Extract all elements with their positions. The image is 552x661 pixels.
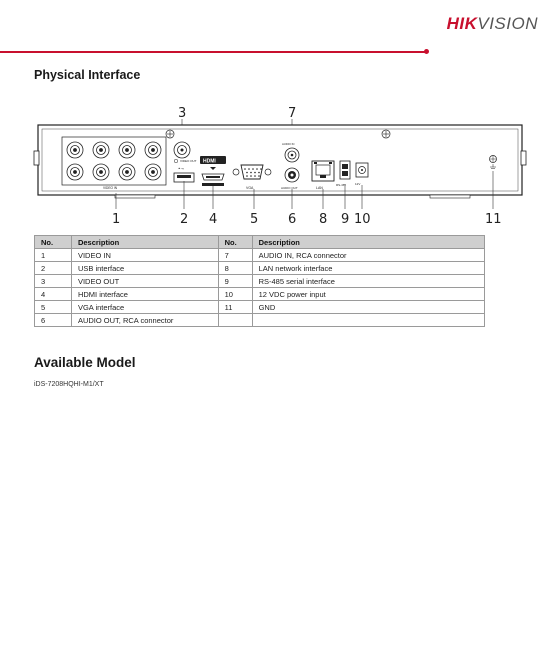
audio-in-label: AUDIO IN — [282, 142, 295, 146]
header-no-2: No. — [218, 236, 252, 249]
table-cell: GND — [252, 301, 484, 314]
table-cell: 12 VDC power input — [252, 288, 484, 301]
table-row — [35, 262, 485, 275]
screw-icon — [166, 130, 174, 138]
table-cell: 10 — [218, 288, 252, 301]
table-cell: AUDIO IN, RCA connector — [252, 249, 484, 262]
logo-main: HIK — [446, 14, 478, 33]
table-cell — [218, 314, 252, 327]
callout-5: 5 — [250, 212, 259, 227]
table-row — [35, 275, 485, 288]
callout-4: 4 — [209, 212, 218, 227]
rs485-label: RS-485 — [336, 183, 347, 187]
screw-icon — [382, 130, 390, 138]
table-cell: 3 — [35, 275, 72, 288]
header-description-2: Description — [252, 236, 484, 249]
interface-table — [34, 235, 485, 327]
logo-rest: VISION — [477, 14, 538, 33]
table-cell: HDMI interface — [71, 288, 218, 301]
table-row — [35, 301, 485, 314]
table-cell — [252, 314, 484, 327]
table-cell: VIDEO OUT — [71, 275, 218, 288]
table-cell: 8 — [218, 262, 252, 275]
table-cell: 4 — [35, 288, 72, 301]
table-cell: 7 — [218, 249, 252, 262]
hdmi-logo: HDMI — [203, 158, 216, 165]
callout-3: 3 — [178, 106, 187, 121]
callout-10: 10 — [354, 212, 371, 227]
callout-11: 11 — [485, 212, 502, 227]
physical-interface-title: Physical Interface — [34, 68, 141, 82]
table-cell: 6 — [35, 314, 72, 327]
table-cell: 11 — [218, 301, 252, 314]
audio-out-label: AUDIO OUT — [281, 186, 298, 190]
video-out-label: VIDEO OUT — [180, 159, 197, 163]
table-cell: 1 — [35, 249, 72, 262]
table-header-row — [35, 236, 485, 249]
table-cell: USB interface — [71, 262, 218, 275]
callout-8: 8 — [319, 212, 328, 227]
callout-7: 7 — [288, 106, 297, 121]
callout-6: 6 — [288, 212, 297, 227]
header-rule-dot — [424, 49, 429, 54]
table-cell: VGA interface — [71, 301, 218, 314]
lan-label: LAN — [316, 186, 323, 190]
table-cell: 2 — [35, 262, 72, 275]
header-description: Description — [71, 236, 218, 249]
table-cell: VIDEO IN — [71, 249, 218, 262]
hikvision-logo — [447, 14, 538, 34]
power-label: 12V — [355, 182, 361, 186]
table-cell: LAN network interface — [252, 262, 484, 275]
rear-panel-diagram — [30, 103, 530, 231]
header-no: No. — [35, 236, 72, 249]
table-cell: 5 — [35, 301, 72, 314]
table-row — [35, 288, 485, 301]
usb-icon: •⊸ — [178, 166, 184, 171]
table-row — [35, 249, 485, 262]
callout-2: 2 — [180, 212, 189, 227]
model-name: iDS-7208HQHI-M1/XT — [34, 381, 104, 388]
table-cell: RS-485 serial interface — [252, 275, 484, 288]
callout-9: 9 — [341, 212, 350, 227]
vga-label: VGA — [246, 186, 254, 190]
table-row — [35, 314, 485, 327]
callout-1: 1 — [112, 212, 121, 227]
table-cell: 9 — [218, 275, 252, 288]
available-model-title: Available Model — [34, 355, 136, 370]
video-in-label: VIDEO IN — [103, 186, 117, 190]
table-cell: AUDIO OUT, RCA connector — [71, 314, 218, 327]
header-rule — [0, 51, 426, 53]
